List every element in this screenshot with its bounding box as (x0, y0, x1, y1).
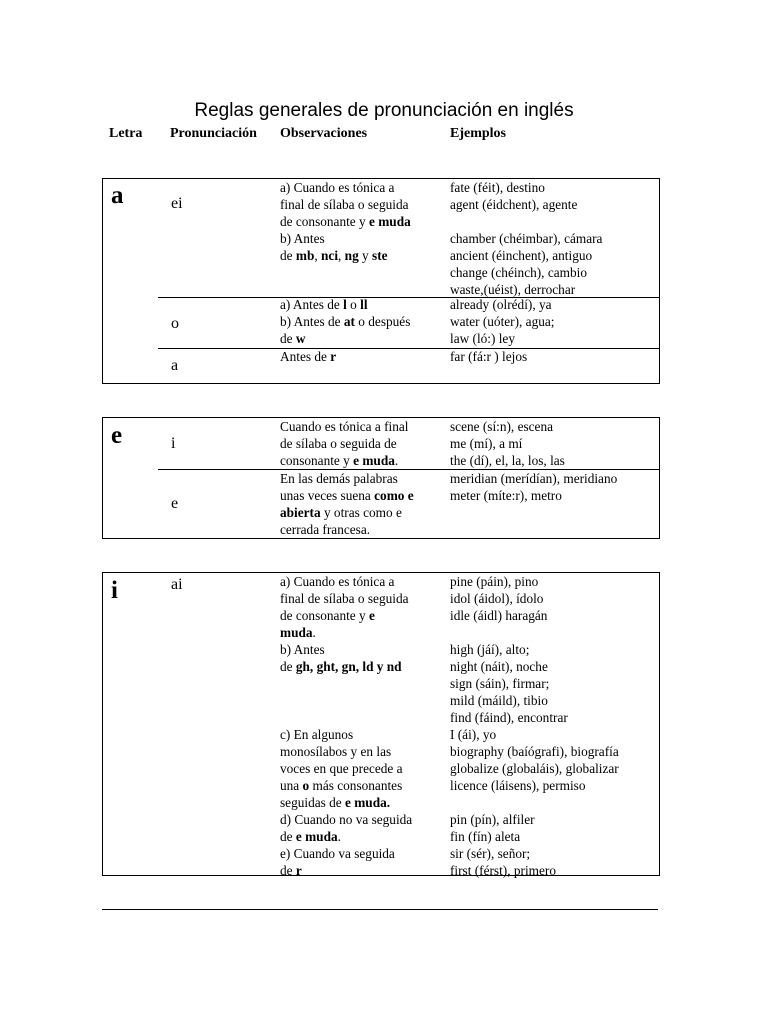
text-line: Antes de r (280, 349, 337, 364)
text-line: licence (láisens), permiso (450, 778, 586, 793)
text-line: idol (áidol), ídolo (450, 591, 544, 606)
text-line: water (uóter), agua; (450, 314, 555, 329)
text-line (280, 692, 412, 709)
text-line: mild (máild), tibio (450, 693, 548, 708)
text-line: fate (féit), destino (450, 180, 545, 195)
section-i (102, 572, 660, 876)
text-line: high (jáí), alto; (450, 642, 530, 657)
text-line: idle (áidl) haragán (450, 608, 548, 623)
text-line: final de sílaba o seguida (280, 197, 409, 212)
text-line: a) Antes de l o ll (280, 297, 368, 312)
text-line: En las demás palabras (280, 471, 398, 486)
text-line: c) En algunos (280, 727, 354, 742)
header-letra: Letra (109, 126, 143, 141)
text-line: far (fá:r ) lejos (450, 349, 528, 364)
text-line: ancient (éinchent), antiguo (450, 248, 593, 263)
text-line (450, 624, 619, 641)
text-line: b) Antes (280, 642, 325, 657)
text-line: fin (fín) aleta (450, 829, 521, 844)
row-divider (158, 348, 659, 349)
section-letter: e (111, 422, 123, 449)
text-line: consonante y e muda. (280, 453, 399, 468)
text-line (280, 709, 412, 726)
text-line: de consonante y e muda (280, 214, 411, 229)
text-line: globalize (globaláis), globalizar (450, 761, 619, 776)
observations (280, 179, 411, 264)
text-line: sign (sáin), firmar; (450, 676, 550, 691)
text-line: agent (éidchent), agente (450, 197, 578, 212)
text-line: de r (280, 863, 302, 878)
text-line: de w (280, 331, 306, 346)
text-line: meter (míte:r), metro (450, 488, 562, 503)
text-line: b) Antes de at o después (280, 314, 411, 329)
text-line: law (ló:) ley (450, 331, 515, 346)
text-line: muda. (280, 625, 316, 640)
section-letter: i (111, 577, 118, 604)
text-line: de consonante y e (280, 608, 375, 623)
text-line: me (mí), a mí (450, 436, 523, 451)
bottom-rule (102, 909, 658, 910)
text-line: abierta y otras como e (280, 505, 402, 520)
pronunciation: i (171, 435, 176, 452)
examples (450, 296, 554, 347)
text-line: voces en que precede a (280, 761, 403, 776)
text-line: final de sílaba o seguida (280, 591, 409, 606)
header-ejemplos: Ejemplos (450, 126, 506, 141)
pronunciation: ai (171, 576, 183, 593)
section-a (102, 178, 660, 384)
pronunciation: o (171, 315, 179, 332)
pronunciation: ei (171, 195, 183, 212)
examples (450, 179, 602, 298)
text-line: I (ái), yo (450, 727, 497, 742)
examples (450, 470, 617, 504)
observations (280, 348, 336, 365)
text-line: night (náit), noche (450, 659, 548, 674)
text-line: find (fáind), encontrar (450, 710, 568, 725)
header-observaciones: Observaciones (280, 126, 368, 141)
section-letter: a (111, 182, 124, 209)
observations (280, 470, 414, 538)
text-line: sir (sér), señor; (450, 846, 531, 861)
observations (280, 296, 410, 347)
text-line: first (férst), primero (450, 863, 556, 878)
text-line (450, 794, 619, 811)
text-line: b) Antes (280, 231, 325, 246)
pronunciation: e (171, 495, 179, 512)
page-title: Reglas generales de pronunciación en inglés (194, 100, 574, 121)
text-line: scene (sí:n), escena (450, 419, 553, 434)
text-line: meridian (merídían), meridiano (450, 471, 618, 486)
text-line: the (dí), el, la, los, las (450, 453, 565, 468)
text-line: monosílabos y en las (280, 744, 392, 759)
text-line: pine (páin), pino (450, 574, 539, 589)
text-line: d) Cuando no va seguida (280, 812, 413, 827)
examples (450, 348, 527, 365)
text-line (450, 213, 602, 230)
text-line: Cuando es tónica a final (280, 419, 409, 434)
examples (450, 573, 619, 879)
text-line: waste,(uéist), derrochar (450, 282, 576, 297)
section-e (102, 417, 660, 539)
observations (280, 573, 412, 879)
text-line: de gh, ght, gn, ld y nd (280, 659, 402, 674)
observations (280, 418, 409, 469)
text-line: cerrada francesa. (280, 522, 371, 537)
text-line: una o más consonantes (280, 778, 403, 793)
text-line: pin (pín), alfiler (450, 812, 535, 827)
pronunciation: a (171, 357, 179, 374)
text-line: change (chéinch), cambio (450, 265, 587, 280)
text-line: biography (baíógrafi), biografía (450, 744, 619, 759)
text-line: unas veces suena como e (280, 488, 414, 503)
text-line: chamber (chéimbar), cámara (450, 231, 603, 246)
examples (450, 418, 565, 469)
text-line (280, 675, 412, 692)
text-line: de mb, nci, ng y ste (280, 248, 388, 263)
text-line: seguidas de e muda. (280, 795, 391, 810)
text-line: de sílaba o seguida de (280, 436, 397, 451)
text-line: a) Cuando es tónica a (280, 180, 395, 195)
text-line: e) Cuando va seguida (280, 846, 395, 861)
text-line: already (olrédí), ya (450, 297, 552, 312)
text-line: de e muda. (280, 829, 341, 844)
text-line: a) Cuando es tónica a (280, 574, 395, 589)
header-pronunciacion: Pronunciación (170, 126, 257, 141)
